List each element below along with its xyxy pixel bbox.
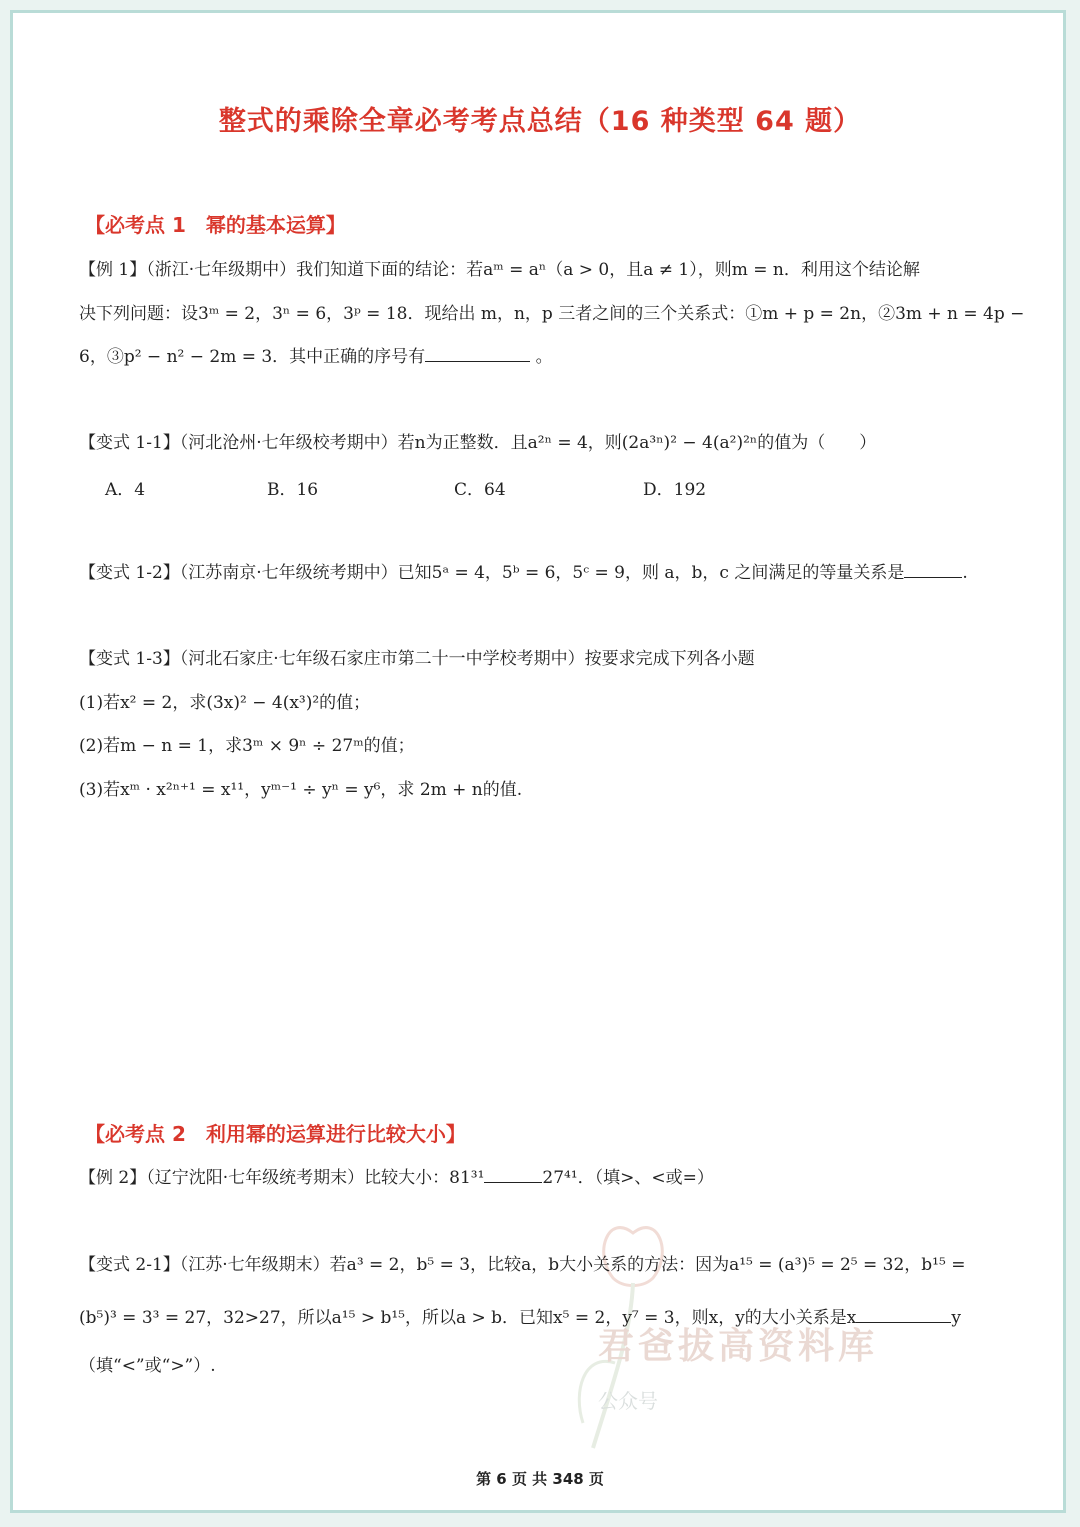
answer-blank (425, 345, 530, 362)
variant-1-1-line-1: 【变式 1-1】（河北沧州·七年级校考期中）若n为正整数．且a²ⁿ = 4，则(2a³ⁿ)² − 4(a²)²ⁿ的值为（ ） (79, 433, 877, 453)
variant-1-2-text: 【变式 1-2】（江苏南京·七年级统考期中）已知5ᵃ = 4，5ᵇ = 6，5ᶜ = 9，则 a，b，c 之间满足的等量关系是 (79, 563, 905, 583)
answer-blank (904, 561, 962, 578)
page (10, 10, 1066, 1513)
variant-2-1-tail: y (951, 1308, 961, 1328)
example-1-line-2: 决下列问题：设3ᵐ = 2，3ⁿ = 6，3ᵖ = 18．现给出 m，n，p 三者之间的三个关系式：①m + p = 2n，②3m + n = 4p − (79, 304, 1025, 324)
example-2-text: 【例 2】（辽宁沈阳·七年级统考期末）比较大小：81³¹ (79, 1168, 485, 1188)
example-1-line-1: 【例 1】（浙江·七年级期中）我们知道下面的结论：若aᵐ = aⁿ（a > 0，且a ≠ 1），则m = n．利用这个结论解 (79, 260, 920, 280)
option-a: A．4 (105, 480, 146, 500)
watermark-text: 君爸拔高资料库 (598, 1325, 879, 1367)
answer-blank (484, 1166, 542, 1183)
example-1-line-3-text: 6，③p² − n² − 2m = 3．其中正确的序号有 (79, 347, 426, 367)
section-heading-1: 【必考点 1 幂的基本运算】 (85, 213, 346, 237)
variant-2-1-text: (b⁵)³ = 3³ = 27，32>27，所以a¹⁵ > b¹⁵，所以a > b．已知x⁵ = 2，y⁷ = 3，则x，y的大小关系是x (79, 1308, 857, 1328)
variant-1-3-line-1: 【变式 1-3】（河北石家庄·七年级石家庄市第二十一中学校考期中）按要求完成下列各小题 (79, 649, 755, 669)
variant-1-2-line-1 (79, 561, 968, 585)
example-2-tail: 27⁴¹．（填>、<或=） (542, 1168, 714, 1188)
page-title: 整式的乘除全章必考考点总结（16 种类型 64 题） (218, 106, 862, 137)
watermark-subtext: 公众号 (598, 1389, 658, 1413)
option-d: D．192 (643, 480, 707, 500)
option-c: C．64 (454, 480, 506, 500)
variant-1-3-item-3: (3)若xᵐ · x²ⁿ⁺¹ = x¹¹，yᵐ⁻¹ ÷ yⁿ = y⁶，求 2m + n的值. (79, 780, 523, 800)
variant-2-1-line-3: （填“<”或“>”）. (79, 1356, 216, 1376)
option-b: B．16 (267, 480, 319, 500)
variant-2-1-line-1: 【变式 2-1】（江苏·七年级期末）若a³ = 2，b⁵ = 3，比较a，b大小关系的方法：因为a¹⁵ = (a³)⁵ = 2⁵ = 32，b¹⁵ = (79, 1255, 966, 1275)
variant-1-3-item-1: (1)若x² = 2，求(3x)² − 4(x³)²的值； (79, 693, 371, 713)
section-heading-2: 【必考点 2 利用幂的运算进行比较大小】 (85, 1122, 466, 1146)
variant-1-2-tail: . (962, 563, 968, 583)
variant-1-3-item-2: (2)若m − n = 1，求3ᵐ × 9ⁿ ÷ 27ᵐ的值； (79, 736, 415, 756)
example-1-line-3 (79, 345, 553, 369)
page-footer: 第 6 页 共 348 页 (476, 1470, 604, 1488)
example-1-line-3-tail: 。 (530, 347, 553, 367)
example-2-line-1 (79, 1166, 714, 1190)
